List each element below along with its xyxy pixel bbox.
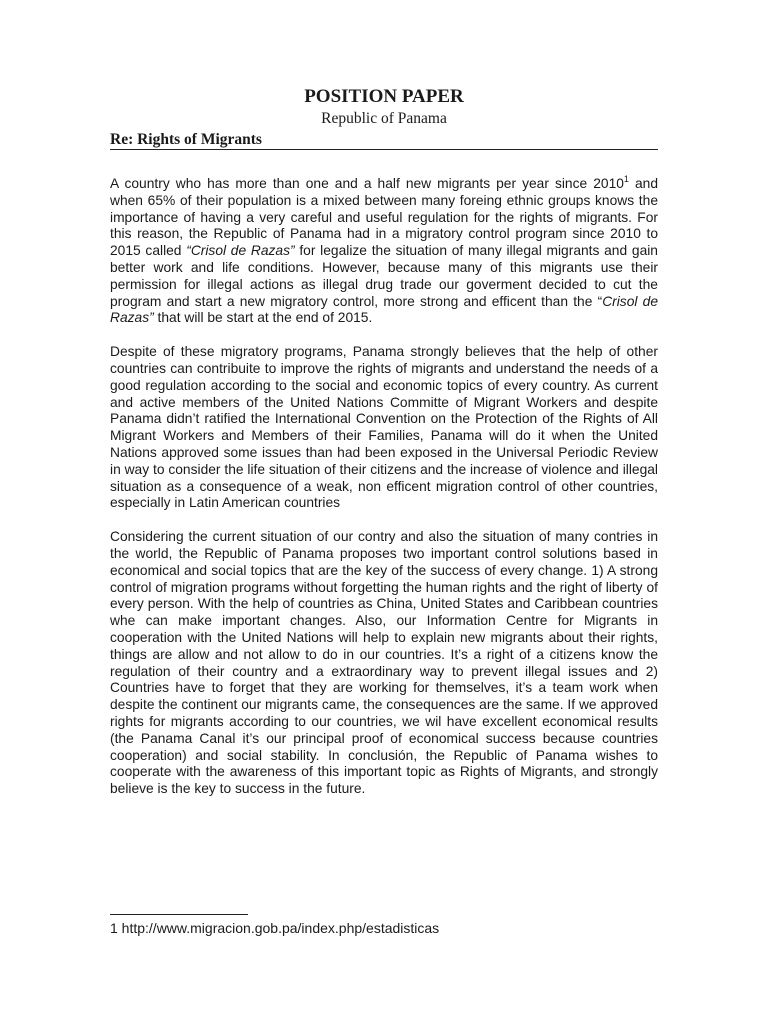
program-name-italic: “Crisol de Razas” [186,243,295,259]
program-name-italic-2: Crisol de Razas” [110,293,658,326]
paragraph-1-part-f: that will be start at the end of 2015. [153,310,373,326]
paragraph-1-part-b: and when 65% of their population is a mixed between many foreing ethnic groups knows the importance of having a very careful and useful regulation for the rights of migrants. For this reason, the Republic of Panama had in a migratory control program since 2010 to 2015 called [110,176,658,259]
footnote-divider [110,914,248,915]
document-body [110,176,658,815]
title-divider [110,149,658,150]
paragraph-1 [110,176,658,327]
subject-line: Re: Rights of Migrants [110,131,262,148]
paragraph-3: Considering the current situation of our contry and also the situation of many contries in the world, the Republic of Panama proposes two important control solutions based in economical and social topics that are the key of the success of every change. 1) A strong control of migration programs without forgetting the human rights and the right of liberty of every person. With the help of countries as China, United States and Caribbean countries whe can make important changes. Also, our Information Centre for Migrants in cooperation with the United Nations will help to explain new migrants about their rights, things are allow and not allow to do in our countries. It’s a right of a citizens know the regulation of their country and a extraordinary way to prevent illegal issues and 2) Countries have to forget that they are working for themselves, it’s a team work when despite the continent our migrants came, the consequences are the same. If we approved rights for migrants according to our countries, we wil have excellent economical results (the Panama Canal it’s our principal proof of economical success because countries cooperation) and social stability. In conclusión, the Republic of Panama wishes to cooperate with the awareness of this important topic as Rights of Migrants, and strongly believe is the key to success in the future. [110,529,658,797]
page-subtitle: Republic of Panama [321,110,447,127]
footnote-text: 1 http://www.migracion.gob.pa/index.php/estadisticas [110,920,440,936]
paragraph-2: Despite of these migratory programs, Panama strongly believes that the help of other countries can contribuite to improve the rights of migrants and understand the needs of a good regulation according to the social and economic topics of every country. As current and active members of the United Nations Committe of Migrant Workers and despite Panama didn’t ratified the International Convention on the Protection of the Rights of All Migrant Workers and Members of their Families, Panama will do it when the United Nations approved some issues than had been exposed in the Universal Periodic Review in way to consider the life situation of their citizens and the increase of violence and illegal situation as a consequence of a weak, non efficent migration control of other countries, especially in Latin American countries [110,344,658,511]
page-title: POSITION PAPER [304,86,464,107]
footnote-reference: 1 [623,174,629,184]
paragraph-1-part-a: A country who has more than one and a half new migrants per year since 2010 [110,176,624,191]
paragraph-1-part-d: for legalize the situation of many illegal migrants and gain better work and life conditions. However, because many of this migrants use their permission for illegal actions as illegal drug trade our goverment decided to cut the program and start a new migratory control, more strong and efficent than the “ [110,243,658,309]
